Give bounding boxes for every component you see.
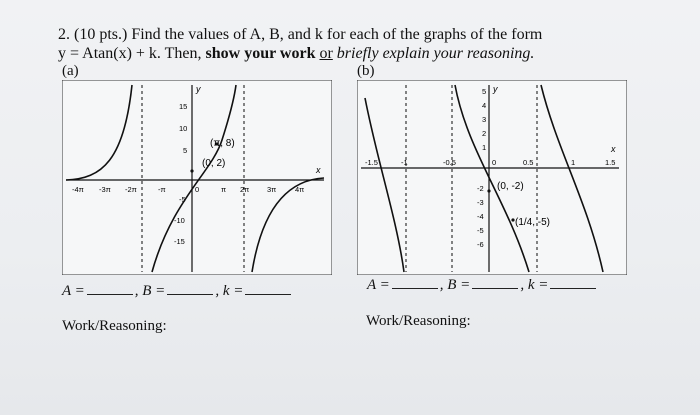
answer-b-A-blank[interactable]	[392, 287, 438, 289]
graph-a-x-tick: -4π	[72, 185, 84, 194]
answer-a-A-blank[interactable]	[87, 293, 133, 295]
graph-a-label: (a)	[62, 63, 79, 79]
problem-bold-instruction: show your work	[205, 45, 316, 62]
answer-row-a	[62, 283, 293, 300]
answer-a-A-label: A =	[62, 283, 85, 299]
answer-b-k-blank[interactable]	[550, 287, 596, 289]
graph-b-y-label: y	[493, 84, 498, 94]
graph-b-x-tick: 0.5	[523, 158, 534, 167]
graph-a-y-label: y	[196, 84, 201, 94]
graph-b-y-tick: 5	[482, 87, 487, 96]
graph-b-y-tick: 2	[482, 129, 487, 138]
graph-a-point-label-2: (0, 2)	[202, 158, 226, 169]
graph-b-y-tick: -3	[477, 198, 484, 207]
graph-a-x-tick: π	[221, 185, 227, 194]
problem-line-2	[58, 44, 658, 63]
graph-b-x-tick: 1	[571, 158, 576, 167]
graph-a-x-tick: -π	[158, 185, 166, 194]
graph-a-x-label: x	[316, 165, 321, 175]
graph-b-point-label-2: (1/4, -5)	[515, 217, 551, 228]
graph-b-point-label-1: (0, -2)	[497, 181, 524, 192]
graph-a-y-tick: -15	[174, 237, 185, 246]
graph-b-y-tick: -6	[477, 240, 484, 249]
graph-a-x-tick: 4π	[295, 185, 305, 194]
graph-a-frame	[62, 80, 332, 275]
work-label-a: Work/Reasoning:	[62, 318, 167, 334]
graph-b-y-tick: -5	[477, 226, 484, 235]
graph-b-x-tick: -1.5	[365, 158, 378, 167]
graph-a-point-label-1: (π, 8)	[210, 138, 235, 149]
problem-line-1: 2. (10 pts.) Find the values of A, B, and k for each of the graphs of the form	[58, 26, 543, 43]
graph-b	[357, 80, 627, 275]
problem-or: or	[319, 45, 333, 62]
answer-b-k-label: , k =	[520, 277, 549, 293]
answer-a-B-blank[interactable]	[167, 293, 213, 295]
graph-b-point	[487, 189, 490, 192]
graph-b-label: (b)	[357, 63, 375, 79]
answer-b-B-blank[interactable]	[472, 287, 518, 289]
graph-b-y-tick: 4	[482, 101, 487, 110]
problem-formula: y = Atan(x) + k. Then,	[58, 45, 206, 62]
graph-b-y-tick: 3	[482, 115, 487, 124]
graph-a-x-tick: -3π	[99, 185, 111, 194]
graph-b-x-tick: -1	[401, 158, 408, 167]
graph-b-x-tick: 0	[492, 158, 497, 167]
answer-a-k-blank[interactable]	[245, 293, 291, 295]
graph-a-y-tick: -10	[174, 216, 185, 225]
problem-statement	[58, 25, 658, 63]
graph-b-y-tick: -4	[477, 212, 484, 221]
graph-a-x-tick: -2π	[125, 185, 137, 194]
graph-a-y-tick: 10	[179, 124, 188, 133]
graph-a-point	[190, 169, 193, 172]
graph-a-x-tick: 2π	[240, 185, 250, 194]
answer-row-b	[367, 277, 598, 294]
graph-b-x-label: x	[611, 144, 616, 154]
answer-b-A-label: A =	[367, 277, 390, 293]
answer-a-B-label: , B =	[134, 283, 166, 299]
graph-b-y-tick: 1	[482, 143, 487, 152]
graph-b-frame	[357, 80, 627, 275]
graph-b-x-tick: 1.5	[605, 158, 616, 167]
graph-b-y-tick: -2	[477, 184, 484, 193]
work-label-b: Work/Reasoning:	[366, 313, 471, 329]
graph-a-y-tick: 15	[179, 102, 188, 111]
answer-b-B-label: , B =	[439, 277, 471, 293]
problem-italic-instruction: briefly explain your reasoning.	[336, 45, 535, 62]
answer-a-k-label: , k =	[215, 283, 244, 299]
graph-a	[62, 80, 332, 275]
graph-a-x-tick: 0	[195, 185, 200, 194]
graph-b-x-tick: -0.5	[443, 158, 456, 167]
graph-a-y-tick: 5	[183, 146, 188, 155]
graph-a-y-tick: -5	[179, 195, 186, 204]
graph-a-x-tick: 3π	[267, 185, 277, 194]
